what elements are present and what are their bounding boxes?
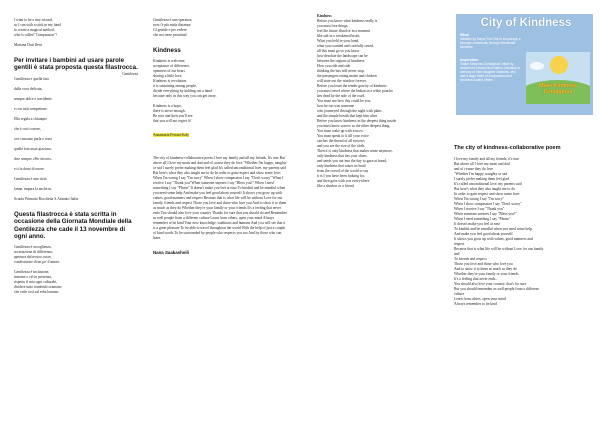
poem-line: You should also love your country, that's for sure: [454, 281, 527, 286]
poem-line: When someone sneezes I say "Bless you!": [454, 211, 517, 216]
poem-line: that you will not regret it!: [153, 119, 191, 124]
collaborative-poem-title: The city of kindness-collaborative poem: [454, 145, 561, 151]
poem-line: che noi terne prontitud: [153, 33, 187, 37]
poem-line: and sends you out into the day to gaze at bread,: [317, 159, 387, 163]
poem-line: sharing a little love.: [153, 74, 183, 79]
poem-line: Learn from others, open your mind: [454, 296, 506, 301]
poem-line: and of course they do love: [454, 166, 494, 171]
intro-line: who is called "Compassion"!: [14, 33, 57, 37]
poem-line: catches the thread of all sorrows: [317, 139, 365, 143]
poem-line: To kindful and be mindful when you need some help: [454, 226, 532, 231]
poem-line: Gentilezza è una speranza,: [153, 18, 193, 22]
collaborative-poem-prose: The city of kindness-collaborative poem I love my family and all my friends, It's true But above all I love my mom and dad and of course they do love "Whether I'm happy, naughty or sad I surely prefer making them feel glad It's called unconditional love, my parents said But here's what they also taught me to do In order to gain respect and show some love: When I'm wrong I say "I'm sorry" When I show compassion I say "Don't worry" When I receive I say "Thank you"When someone sneezes I say "Bless you!" When I need something I say "Please" It doesn't make you feel at ease To kindful and be mindful when you need some help And make you feel good about yourself It shows you grow up with values, good manners and respect Because that is what life will be without Love for our family, friends and respect Those you love and those who love you And to show it to them as much as they do Whether they're your family or your friends It's a feeling that never ends You should also love your country Thanks for sure that you should do and Remember as well people from a different culture Learn from others, open your mind Always remember to be kind Your new knowledge, traditions and humans And you will see that it is a great pleasure To be able to travel throughout the world With the help of just a couple of kind words To be surrounded by people who respects you too And by those who can learn: [153, 156, 287, 241]
intro-line: I want to be a tiny wizard,: [14, 18, 53, 22]
poem-line: openness of our heart,: [153, 69, 186, 74]
poem-line: Gentilezza e quella fata: [14, 76, 49, 81]
poster-illustration-label: Make Kindness Contagious: [539, 83, 577, 95]
poster-illustration: [526, 52, 590, 104]
poem-line: Ella regala a chiunque: [14, 116, 47, 121]
poem-line: who journeyed through the night with plans: [317, 109, 382, 113]
poem-line: Gl gentile e per vedere: [153, 28, 187, 32]
poem-author-nana: Nana Saakashvili: [153, 250, 189, 256]
poem-line: Before you know what kindness really is: [317, 19, 378, 23]
poem-line: diridere tutto tendendo oramano: [14, 285, 62, 290]
poem-line: e con tutti competente.: [14, 106, 48, 111]
poem-line: che è così cortese,: [14, 126, 41, 131]
poem-line: respect: [454, 241, 465, 246]
heading-world-kindness-day: Questa filastrocca è stata scritta in occasione della Giornata Mondiale della Gentilezza che cade il 13 novembre di ogni anno.: [14, 210, 132, 241]
poem-line: It's called unconditional love, my parents said: [454, 181, 522, 186]
poem-line: "Whether I'm happy, naughty or sad: [454, 171, 508, 176]
poem-line: What you held in your hand,: [317, 39, 360, 43]
poem-kindness-english: [153, 59, 288, 124]
poem-line: But you should remember as well people from a different: [454, 286, 539, 291]
poem-line: will stare out the window forever.: [317, 79, 367, 83]
poem-top-continuation: [153, 18, 288, 38]
poem-gentilezza-2: [14, 245, 138, 295]
poem-line: To friends and respect: [454, 256, 487, 261]
poem-gentilezza: [14, 77, 138, 197]
intro-line: to create a magical method,: [14, 28, 55, 32]
poem-line: You must speak to it till your voice: [317, 134, 369, 138]
poem-line: It shows you grow up with values, good manners and: [454, 236, 533, 241]
poem-title-gentilezza: Gentilezza: [122, 71, 138, 76]
poem-line: When I show compassion I say "Don't worry": [454, 201, 522, 206]
poem-line: it is I you have been looking for,: [317, 174, 365, 178]
poster-what-label: What: [460, 33, 469, 37]
poem-line: all this must go so you know: [317, 49, 360, 53]
poem-line: And to show it to them as much as they do: [454, 266, 517, 271]
poem-line: thinking the bus will never stop,: [317, 69, 365, 73]
poem-kindness-nye: [317, 19, 455, 189]
poem-line: Because that is what life will be without Love for our family: [454, 246, 544, 251]
poem-line: what you counted and carefully saved,: [317, 44, 374, 48]
cloud-icon: [530, 62, 544, 70]
sun-icon: [550, 56, 568, 74]
poem-line: dalla voce delicata,: [14, 86, 43, 91]
poem-title-kindness-nye: Kindness: [317, 14, 332, 18]
poem-line: lies dead by the side of the road.: [317, 94, 365, 98]
poem-line: You must see how this could be you,: [317, 99, 372, 103]
column-1: [14, 18, 138, 442]
poster-inspiration-label: Inspiration: [460, 58, 479, 62]
poster-what-text: Initiative by Mayor Tom Tait to encourage a stronger community through intentional kindness: [460, 36, 521, 49]
poem-line: Always remember to be kind: [454, 301, 497, 306]
column-4: [454, 14, 594, 438]
poem-line: Gentilezza è una virtù: [14, 176, 47, 181]
poem-line: you must know sorrow as the other deepest thing.: [317, 124, 391, 128]
poem-line: When I'm wrong I say "I'm sorry": [454, 196, 505, 201]
poem-line: there is never enough.: [153, 109, 186, 114]
poem-line: and then goes with you everywhere: [317, 179, 370, 183]
poem-title-kindness: Kindness: [153, 47, 181, 54]
poem-line: Those you love and those who love you: [454, 261, 513, 266]
poem-line: I love my family and all my friends, it's true: [454, 156, 519, 161]
poem-line: between the regions of kindness.: [317, 59, 366, 63]
poem-line: acceptance of difference,: [153, 64, 190, 69]
poem-line: You must wake up with sorrow.: [317, 129, 364, 133]
poem-line: Kindness is a hope,: [153, 104, 182, 109]
poem-line: like salt in a weakened broth.: [317, 34, 361, 38]
poem-line: like a shadow or a friend.: [317, 184, 355, 188]
poem-line: I surely prefer making them feel glad: [454, 176, 509, 181]
poem-line: fanne, impara la anche tu.: [14, 186, 53, 191]
poem-line: It's a feeling that never ends...: [454, 276, 499, 281]
poem-line: Then it is only kindness that makes sense anymore,: [317, 149, 393, 153]
poem-line: Be nice and then you'll see: [153, 114, 193, 119]
poem-line: Kindness is revolution,: [153, 79, 188, 84]
poem-line: how he too was someone: [317, 104, 355, 108]
intro-line: so I can with a stick in my hand: [14, 23, 61, 27]
poem-line: In order to gain respect and show some love:: [454, 191, 521, 196]
poem-line: But above all I love my mom and dad: [454, 161, 510, 166]
poster-title: City of Kindness: [480, 17, 572, 29]
column-2: [153, 18, 288, 442]
poem-line: sempre dolce e sorridente: [14, 96, 52, 101]
poem-line: How you ride and ride: [317, 64, 351, 68]
poem-line: culture: [454, 291, 465, 296]
poem-gentilezza-author: Scuola Primaria Rocchetta S.Antonio-Italia: [14, 196, 79, 201]
poem-line: accettazione di differenza,: [14, 250, 53, 255]
poem-line: and the simple breath that kept him alive.: [317, 114, 379, 118]
poem-line: only kindness that ties your shoes: [317, 154, 367, 158]
poem-line: divide everything by holding out a hand: [153, 89, 212, 94]
poem-line: from the crowd of the world to say: [317, 169, 369, 173]
poem-line: And make you feel good about yourself: [454, 231, 513, 236]
poem-line: feel the future dissolve in a moment: [317, 29, 371, 33]
poem-line: But here's what they also taught me to do: [454, 186, 515, 191]
poem-line: quella fata assai graziosa,: [14, 146, 52, 151]
heading-invitation: Per invitare i bambini ad usare parole gentili è stata proposta questa filastrocca.: [14, 57, 138, 72]
poem-line: because only in this way you can get away.: [153, 94, 217, 99]
poem-line: it is sustaining among people,: [153, 84, 197, 89]
poem-line: apertura dal nostro cuore,: [14, 255, 52, 260]
poem-author-highlight: Annamaria Ferrara-Italy: [153, 133, 189, 138]
poem-line: Kindness is welcome,: [153, 59, 186, 64]
city-of-kindness-poster: [456, 14, 593, 115]
poem-line: dice sempre «Per favore»: [14, 156, 52, 161]
poem-line: condivisione di un po' d'amore.: [14, 260, 61, 265]
poem-line: you must travel where the Indian in a white poncho: [317, 89, 393, 93]
poster-what-section: [460, 34, 522, 50]
poem-line: and: [454, 251, 460, 256]
poem-line: and you see the size of the cloth.: [317, 144, 366, 148]
poem-line: Gentilezza è inclusione,: [14, 270, 50, 275]
poem-line: only kindness that raises its head: [317, 164, 366, 168]
intro-author: Mariana Dutt Ileva: [14, 43, 43, 47]
poem-line: non c'è più mala distanza;: [153, 23, 192, 27]
poster-inspiration-section: [460, 59, 522, 82]
poem-line: e ti fa dono di onore.: [14, 166, 45, 171]
poem-line: rispetto il mio ogni culturale,: [14, 280, 57, 285]
column-3: [317, 14, 455, 438]
collaborative-poem: [454, 157, 594, 307]
poem-line: Whether they're your family or your friends: [454, 271, 519, 276]
poem-line: When I need something I say "Please": [454, 216, 511, 221]
poem-line: insieme a ciò in presenza,: [14, 275, 52, 280]
poem-line: Before you know kindness as the deepest thing inside: [317, 119, 397, 123]
poem-line: you must lose things,: [317, 24, 349, 28]
poem-line: how desolate the landscape can be: [317, 54, 368, 58]
intro-poem: [14, 18, 138, 38]
poem-line: ove ciascuno parla e resta: [14, 136, 52, 141]
poem-line: Before you learn the tender gravity of kindness: [317, 84, 387, 88]
poem-line: the passengers eating maize and chicken: [317, 74, 377, 78]
poster-inspiration-text: "Make Kindness Contagious" effort by Anaheim's Edward and Karina Jaswlsky in memory of their daughter Natasha, who had a large heart of compassion and kindness toward others: [460, 61, 520, 82]
poem-line: When I receive I say "Thank you": [454, 206, 505, 211]
poem-line: che vede così sul erba lontano.: [14, 290, 60, 295]
poem-line: It doesn't make you feel at ease: [454, 221, 501, 226]
poem-line: Gentilezza è accoglienza,: [14, 245, 52, 250]
